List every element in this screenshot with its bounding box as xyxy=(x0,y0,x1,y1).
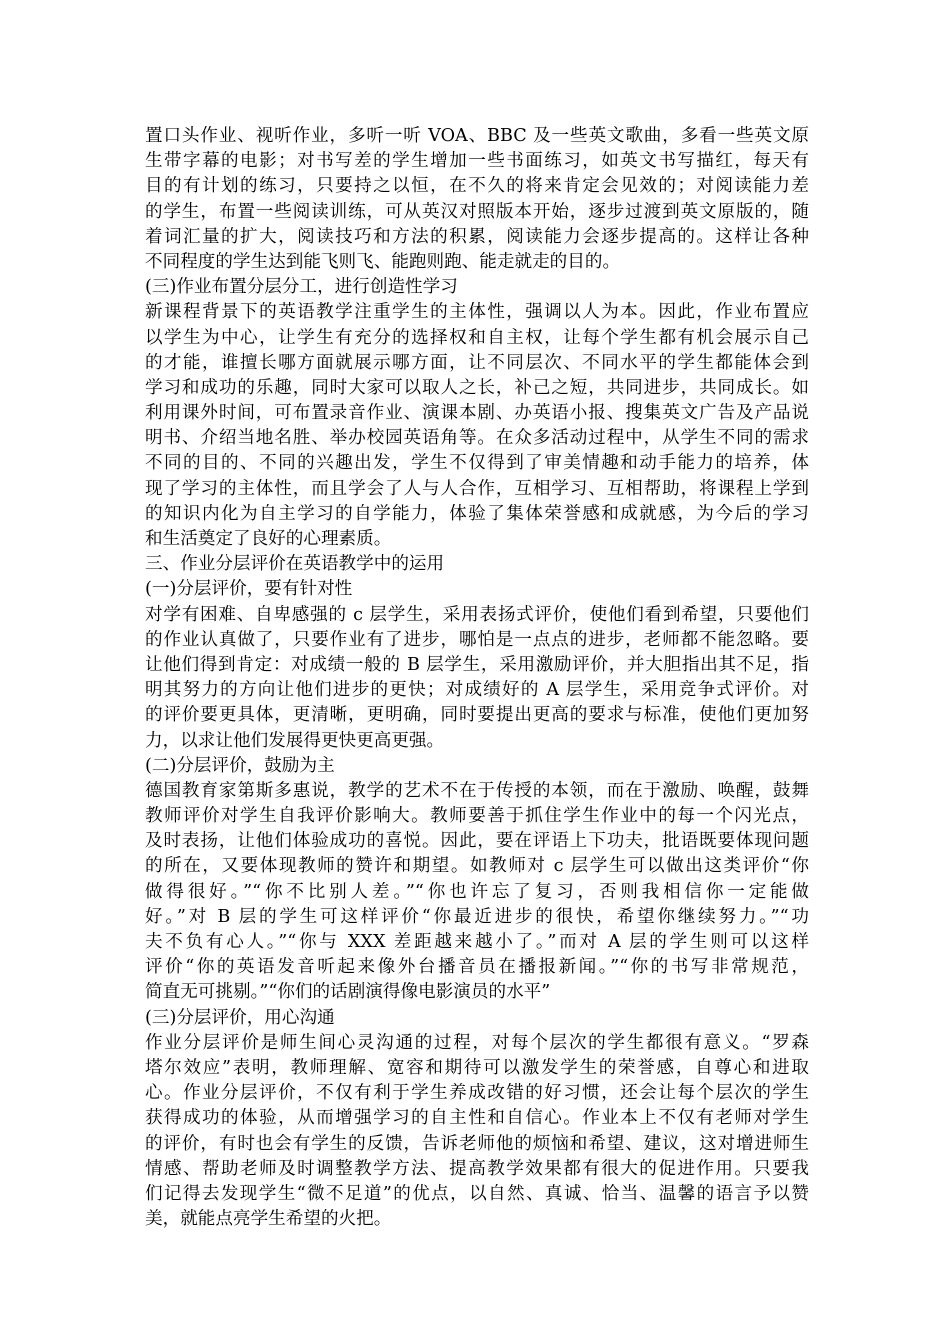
text-line: 让他们得到肯定：对成绩一般的 B 层学生，采用激励评价，并大胆指出其不足，指 xyxy=(145,654,809,675)
text-line: 力，以求让他们发展得更快更高更强。 xyxy=(145,730,445,751)
text-line: 生带字幕的电影；对书写差的学生增加一些书面练习，如英文书写描红，每天有 xyxy=(145,151,809,172)
text-line: 目的有计划的练习，只要持之以恒，在不久的将来肯定会见效的；对阅读能力差 xyxy=(145,176,809,197)
text-line: 的评价，有时也会有学生的反馈，告诉老师他的烦恼和希望、建议，这对增进师生 xyxy=(145,1133,809,1154)
text-line: 三、作业分层评价在英语教学中的运用 xyxy=(145,554,445,575)
text-line: 着词汇量的扩大，阅读技巧和方法的积累，阅读能力会逐步提高的。这样让各种 xyxy=(145,226,809,247)
text-line: 的才能，谁擅长哪方面就展示哪方面，让不同层次、不同水平的学生都能体会到 xyxy=(145,352,809,373)
text-line: 获得成功的体验，从而增强学习的自主性和自信心。作业本上不仅有老师对学生 xyxy=(145,1108,809,1129)
text-line: (二)分层评价，鼓励为主 xyxy=(145,755,335,776)
text-line: 教师评价对学生自我评价影响大。教师要善于抓住学生作业中的每一个闪光点， xyxy=(145,806,809,827)
text-line: (一)分层评价，要有针对性 xyxy=(145,579,353,600)
text-line: 的作业认真做了，只要作业有了进步，哪怕是一点点的进步，老师都不能忽略。要 xyxy=(145,629,809,650)
text-line: 的学生，布置一些阅读训练，可从英汉对照版本开始，逐步过渡到英文原版的，随 xyxy=(145,201,809,222)
text-line: 简直无可挑剔。”“你们的话剧演得像电影演员的水平” xyxy=(145,982,551,1003)
text-line: 塔尔效应”表明，教师理解、宽容和期待可以激发学生的荣誉感，自尊心和进取 xyxy=(145,1057,809,1078)
text-line: 们记得去发现学生“微不足道”的优点，以自然、真诚、恰当、温馨的语言予以赞 xyxy=(145,1183,809,1204)
text-line: 和生活奠定了良好的心理素质。 xyxy=(145,529,392,549)
text-line: 对学有困难、自卑感强的 c 层学生，采用表扬式评价，使他们看到希望，只要他们 xyxy=(145,604,809,625)
text-line: 夫不负有心人。”“你与 XXX 差距越来越小了。”而对 A 层的学生则可以这样 xyxy=(145,932,809,952)
text-line: 及时表扬，让他们体验成功的喜悦。因此，要在评语上下功夫，批语既要体现问题 xyxy=(145,831,809,852)
text-line: 德国教育家第斯多惠说，教学的艺术不在于传授的本领，而在于激励、唤醒，鼓舞 xyxy=(145,780,809,801)
text-line: 做得很好。”“你不比别人差。”“你也许忘了复习，否则我相信你一定能做 xyxy=(145,881,809,902)
text-line: 情感、帮助老师及时调整教学方法、提高教学效果都有很大的促进作用。只要我 xyxy=(145,1158,809,1179)
text-line: 好。”对 B 层的学生可这样评价“你最近进步的很快，希望你继续努力。”“功 xyxy=(145,906,809,927)
text-line: (三)分层评价，用心沟通 xyxy=(145,1007,335,1028)
text-line: 评价“你的英语发音听起来像外台播音员在播报新闻。”“你的书写非常规范， xyxy=(145,957,809,978)
document-page xyxy=(145,124,809,1232)
text-line: 新课程背景下的英语教学注重学生的主体性，强调以人为本。因此，作业布置应 xyxy=(145,302,809,323)
text-line: 的评价要更具体，更清晰，更明确，同时要提出更高的要求与标准，使他们更加努 xyxy=(145,705,809,726)
text-line: 作业分层评价是师生间心灵沟通的过程，对每个层次的学生都很有意义。“罗森 xyxy=(145,1032,809,1053)
text-line: 心。作业分层评价，不仅有利于学生养成改错的好习惯，还会让每个层次的学生 xyxy=(145,1083,809,1104)
text-line: 不同程度的学生达到能飞则飞、能跑则跑、能走就走的目的。 xyxy=(145,251,621,272)
text-line: 美，就能点亮学生希望的火把。 xyxy=(145,1209,392,1230)
text-line: 利用课外时间，可布置录音作业、演课本剧、办英语小报、搜集英文广告及产品说 xyxy=(145,403,809,424)
text-line: 置口头作业、视听作业，多听一听 VOA、BBC 及一些英文歌曲，多看一些英文原 xyxy=(145,126,809,146)
text-line: 学习和成功的乐趣，同时大家可以取人之长，补己之短，共同进步，共同成长。如 xyxy=(145,377,809,398)
text-line: 明其努力的方向让他们进步的更快；对成绩好的 A 层学生，采用竞争式评价。对 xyxy=(145,680,809,701)
text-line: 的所在，又要体现教师的赞许和期望。如教师对 c 层学生可以做出这类评价“你 xyxy=(145,856,809,877)
document-body xyxy=(145,124,809,1232)
text-line: 不同的目的、不同的兴趣出发，学生不仅得到了审美情趣和动手能力的培养，体 xyxy=(145,453,809,474)
text-line: 的知识内化为自主学习的自学能力，体验了集体荣誉感和成就感，为今后的学习 xyxy=(145,503,809,524)
text-line: 明书、介绍当地名胜、举办校园英语角等。在众多活动过程中，从学生不同的需求 xyxy=(145,428,809,449)
text-line: 以学生为中心，让学生有充分的选择权和自主权，让每个学生都有机会展示自己 xyxy=(145,327,809,348)
text-line: (三)作业布置分层分工，进行创造性学习 xyxy=(145,277,458,298)
text-line: 现了学习的主体性，而且学会了人与人合作，互相学习、互相帮助，将课程上学到 xyxy=(145,478,809,499)
